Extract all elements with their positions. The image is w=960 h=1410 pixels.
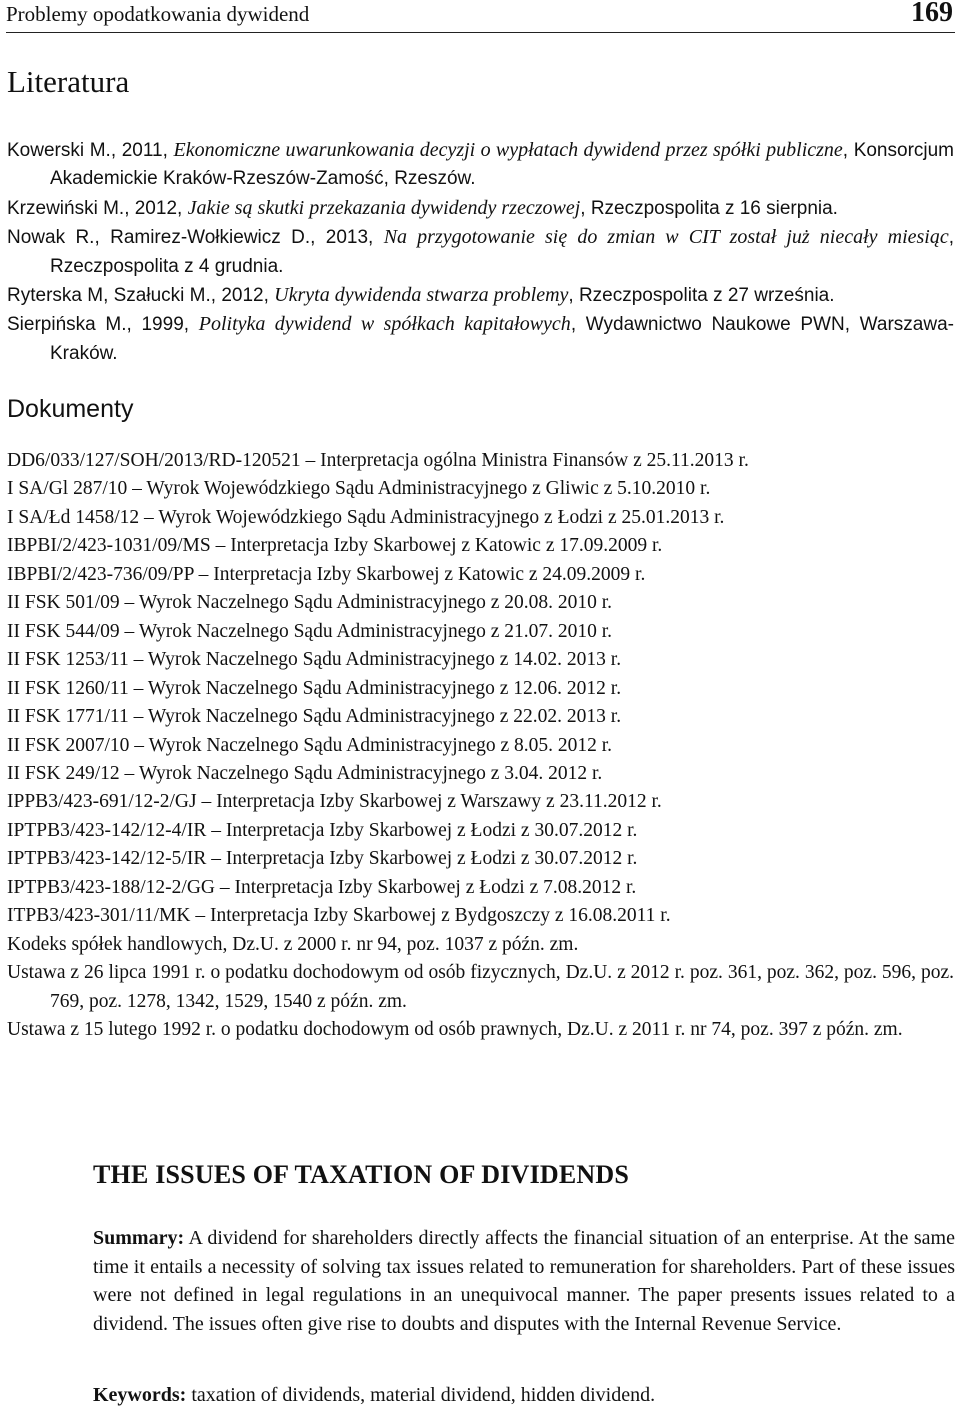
keywords-text: taxation of dividends, material dividend, hidden dividend. xyxy=(186,1384,656,1406)
dokument-item: Ustawa z 26 lipca 1991 r. o podatku dochodowym od osób fizycznych, Dz.U. z 2012 r. poz. 361, poz. 362, poz. 596, poz. 769, poz. 1278, 1342, 1529, 1540 z późn. zm. xyxy=(7,962,954,1012)
literatura-item xyxy=(7,281,954,310)
ref-authors: Sierpińska M. xyxy=(7,314,127,336)
ref-publisher: , Wydawnictwo Naukowe PWN, Warszawa-Kraków. xyxy=(50,314,954,364)
running-header xyxy=(6,0,955,33)
literatura-item xyxy=(7,194,954,223)
literatura-list xyxy=(7,136,954,368)
ref-year: , 2013, xyxy=(310,227,384,249)
dokument-item: I SA/Gl 287/10 – Wyrok Wojewódzkiego Sądu Administracyjnego z Gliwic z 5.10.2010 r. xyxy=(7,478,711,500)
dokument-item: II FSK 249/12 – Wyrok Naczelnego Sądu Administracyjnego z 3.04. 2012 r. xyxy=(7,762,603,784)
ref-year: , 2011, xyxy=(110,140,174,161)
dokument-item: II FSK 1253/11 – Wyrok Naczelnego Sądu Administracyjnego z 14.02. 2013 r. xyxy=(7,649,622,671)
ref-authors: Nowak R., Ramirez-Wołkiewicz D. xyxy=(7,227,311,249)
dokument-item: IPTPB3/423-142/12-4/IR – Interpretacja Izby Skarbowej z Łodzi z 30.07.2012 r. xyxy=(7,819,638,841)
page-number: 169 xyxy=(911,0,953,28)
ref-publisher: , Rzeczpospolita z 27 września. xyxy=(568,285,835,307)
dokument-item: ITPB3/423-301/11/MK – Interpretacja Izby Skarbowej z Bydgoszczy z 16.08.2011 r. xyxy=(7,905,671,927)
dokument-item: II FSK 2007/10 – Wyrok Naczelnego Sądu Administracyjnego z 8.05. 2012 r. xyxy=(7,734,613,756)
dokument-item: II FSK 1771/11 – Wyrok Naczelnego Sądu Administracyjnego z 22.02. 2013 r. xyxy=(7,706,622,728)
ref-title: Na przygotowanie się do zmian w CIT został już niecały miesiąc xyxy=(383,226,949,249)
ref-authors: Ryterska M, Szałucki M. xyxy=(7,285,211,307)
ref-title: Ekonomiczne uwarunkowania decyzji o wypłatach dywidend przez spółki publiczne xyxy=(173,139,843,161)
dokument-item: II FSK 1260/11 – Wyrok Naczelnego Sądu Administracyjnego z 12.06. 2012 r. xyxy=(7,677,622,699)
dokument-item: I SA/Łd 1458/12 – Wyrok Wojewódzkiego Sądu Administracyjnego z Łodzi z 25.01.2013 r. xyxy=(7,506,725,528)
dokument-item: IPTPB3/423-188/12-2/GG – Interpretacja Izby Skarbowej z Łodzi z 7.08.2012 r. xyxy=(7,876,637,898)
literatura-heading: Literatura xyxy=(7,64,130,99)
ref-authors: Krzewiński M. xyxy=(7,197,125,219)
keywords-paragraph xyxy=(93,1381,955,1409)
keywords-label: Keywords: xyxy=(93,1384,187,1406)
dokument-item: Kodeks spółek handlowych, Dz.U. z 2000 r. nr 94, poz. 1037 z późn. zm. xyxy=(7,933,579,955)
ref-authors: Kowerski M. xyxy=(7,140,111,161)
dokument-item: II FSK 501/09 – Wyrok Naczelnego Sądu Administracyjnego z 20.08. 2010 r. xyxy=(7,592,613,614)
literatura-item xyxy=(7,136,954,194)
dokument-item: IBPBI/2/423-1031/09/MS – Interpretacja Izby Skarbowej z Katowic z 17.09.2009 r. xyxy=(7,535,663,557)
ref-title: Polityka dywidend w spółkach kapitałowych xyxy=(198,313,571,336)
english-title: THE ISSUES OF TAXATION OF DIVIDENDS xyxy=(93,1160,630,1189)
ref-year: , 2012, xyxy=(124,197,188,219)
ref-year: , 1999, xyxy=(126,314,199,336)
dokument-item: DD6/033/127/SOH/2013/RD-120521 – Interpretacja ogólna Ministra Finansów z 25.11.2013 r. xyxy=(7,450,749,471)
dokument-item: IPPB3/423-691/12-2/GJ – Interpretacja Izby Skarbowej z Warszawy z 23.11.2012 r. xyxy=(7,791,662,813)
summary-label: Summary: xyxy=(93,1227,185,1249)
dokument-item: IPTPB3/423-142/12-5/IR – Interpretacja Izby Skarbowej z Łodzi z 30.07.2012 r. xyxy=(7,848,638,870)
dokumenty-list xyxy=(7,447,954,1045)
ref-publisher: , Konsorcjum Akademickie Kraków-Rzeszów-Zamość, Rzeszów. xyxy=(50,140,955,190)
literatura-item xyxy=(7,223,954,281)
ref-title: Ukryta dywidenda stwarza problemy xyxy=(274,284,569,307)
summary-paragraph xyxy=(93,1224,955,1338)
ref-publisher: , Rzeczpospolita z 4 grudnia. xyxy=(50,227,954,277)
dokumenty-heading: Dokumenty xyxy=(7,395,134,423)
dokument-item: II FSK 544/09 – Wyrok Naczelnego Sądu Administracyjnego z 21.07. 2010 r. xyxy=(7,620,613,642)
ref-year: , 2012, xyxy=(210,285,275,307)
ref-publisher: , Rzeczpospolita z 16 sierpnia. xyxy=(580,197,838,219)
running-title: Problemy opodatkowania dywidend xyxy=(6,2,310,26)
ref-title: Jakie są skutki przekazania dywidendy rzeczowej xyxy=(187,196,581,219)
dokument-item: IBPBI/2/423-736/09/PP – Interpretacja Izby Skarbowej z Katowic z 24.09.2009 r. xyxy=(7,563,646,585)
literatura-item xyxy=(7,310,954,368)
summary-text: A dividend for shareholders directly affects the financial situation of an enterprise. At the same time it entails a necessity of solving tax issues related to remuneration for shareholders. Part of these issues were not defined in legal regulations in an unequivocal manner. The paper presents issues related to a dividend. The issues often give rise to doubts and disputes with the Internal Revenue Service. xyxy=(93,1227,955,1335)
dokument-item: Ustawa z 15 lutego 1992 r. o podatku dochodowym od osób prawnych, Dz.U. z 2011 r. nr 74, poz. 397 z późn. zm. xyxy=(7,1019,903,1041)
